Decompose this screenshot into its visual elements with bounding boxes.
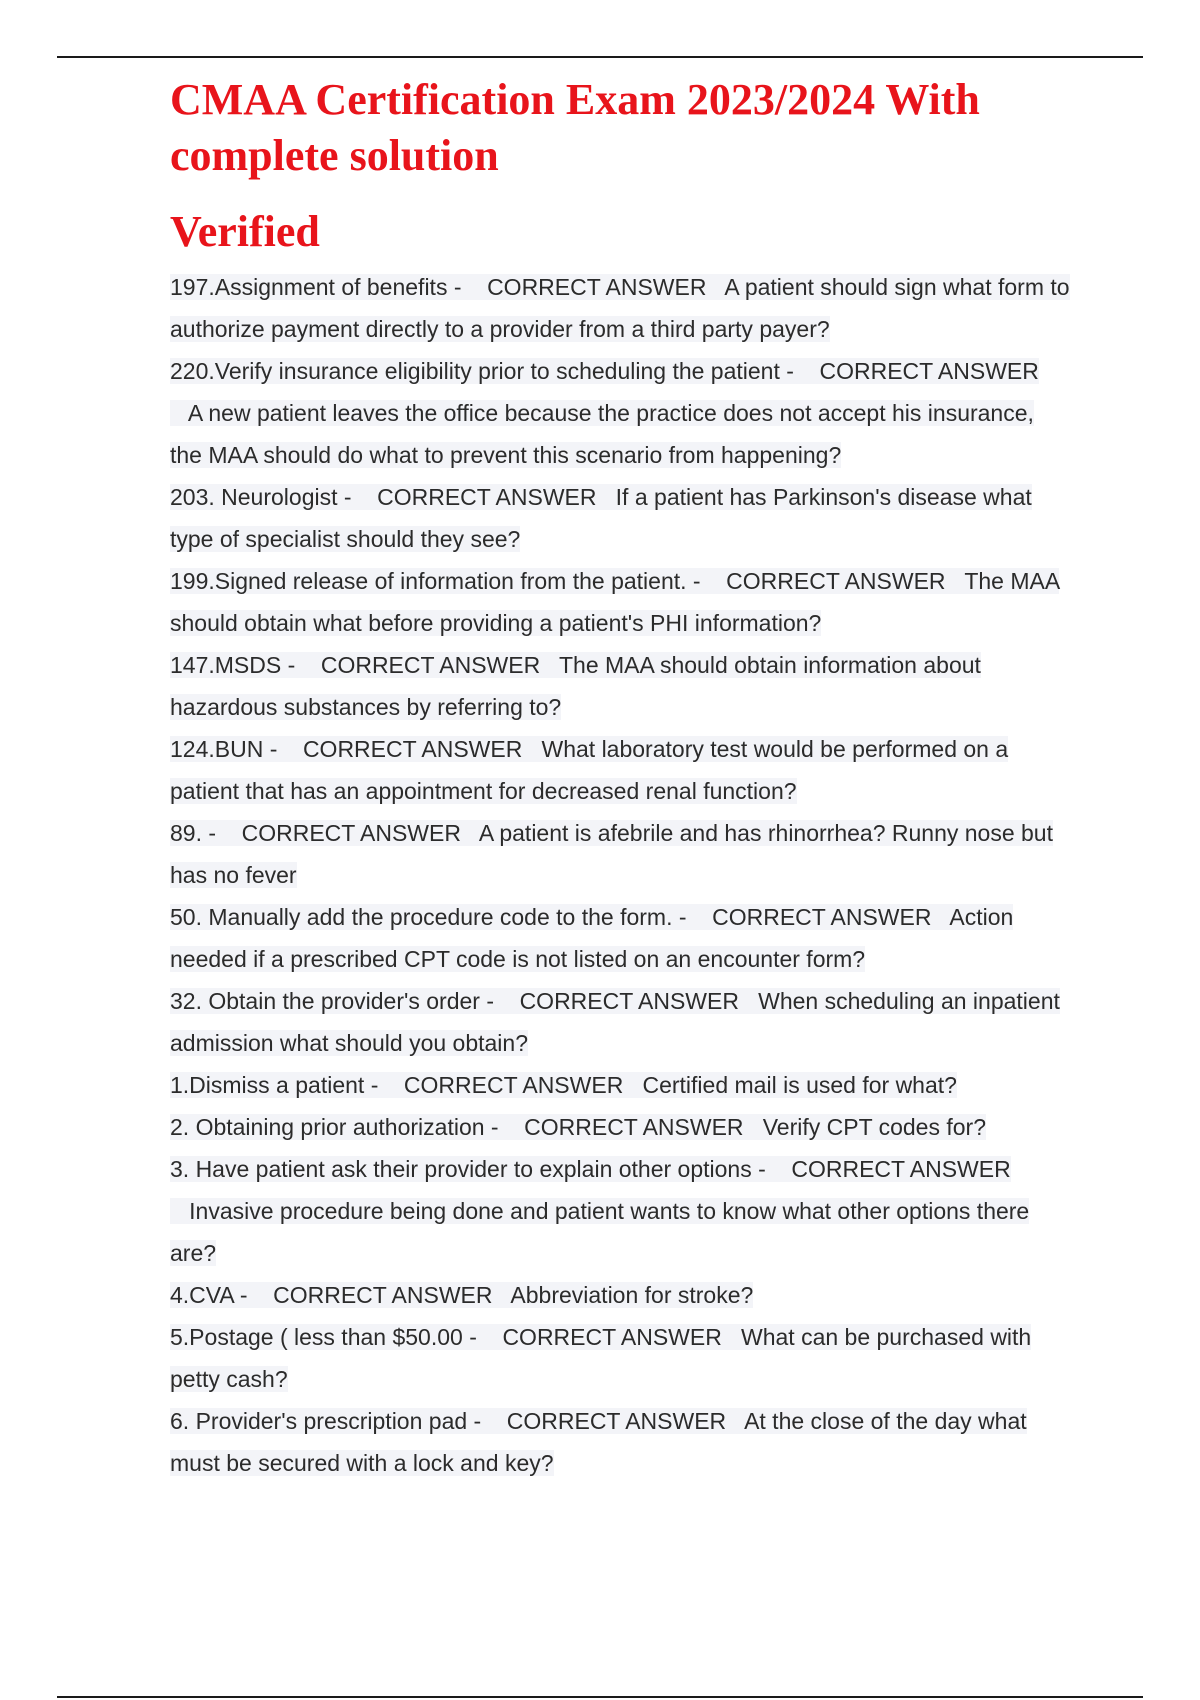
qa-question: The MAA should obtain information about hazardous substances by referring to? bbox=[170, 652, 981, 720]
qa-item bbox=[170, 1064, 1070, 1106]
qa-question: What can be purchased with petty cash? bbox=[170, 1324, 1032, 1392]
qa-item bbox=[170, 1106, 1070, 1148]
qa-answer: 50. Manually add the procedure code to the form. - bbox=[170, 904, 687, 930]
qa-answer: 124.BUN - bbox=[170, 736, 278, 762]
qa-label: CORRECT ANSWER bbox=[819, 358, 1039, 384]
qa-question: Certified mail is used for what? bbox=[642, 1072, 957, 1098]
qa-answer: 6. Provider's prescription pad - bbox=[170, 1408, 482, 1434]
qa-label: CORRECT ANSWER bbox=[403, 1072, 624, 1098]
qa-answer: 1.Dismiss a patient - bbox=[170, 1072, 379, 1098]
qa-list bbox=[170, 266, 1070, 1484]
qa-answer: 197.Assignment of benefits - bbox=[170, 274, 462, 300]
qa-question: When scheduling an inpatient admission what should you obtain? bbox=[170, 988, 1060, 1056]
qa-item bbox=[170, 644, 1070, 728]
qa-item bbox=[170, 728, 1070, 812]
qa-label: CORRECT ANSWER bbox=[506, 1408, 727, 1434]
qa-answer: 203. Neurologist - bbox=[170, 484, 352, 510]
qa-question: At the close of the day what must be secured with a lock and key? bbox=[170, 1408, 1027, 1476]
qa-answer: 4.CVA - bbox=[170, 1282, 248, 1308]
qa-label: CORRECT ANSWER bbox=[487, 274, 707, 300]
qa-question: Verify CPT codes for? bbox=[762, 1114, 986, 1140]
qa-label: CORRECT ANSWER bbox=[502, 1324, 722, 1350]
qa-item bbox=[170, 1400, 1070, 1484]
qa-question: A patient is afebrile and has rhinorrhea? Runny nose but has no fever bbox=[170, 820, 1053, 888]
qa-label: CORRECT ANSWER bbox=[320, 652, 541, 678]
qa-item bbox=[170, 560, 1070, 644]
qa-answer: 147.MSDS - bbox=[170, 652, 296, 678]
qa-label: CORRECT ANSWER bbox=[273, 1282, 493, 1308]
qa-label: CORRECT ANSWER bbox=[241, 820, 461, 846]
qa-answer: 3. Have patient ask their provider to explain other options - bbox=[170, 1156, 766, 1182]
qa-question: Action needed if a prescribed CPT code is not listed on an encounter form? bbox=[170, 904, 1014, 972]
document-subtitle: Verified bbox=[170, 207, 320, 256]
qa-label: CORRECT ANSWER bbox=[302, 736, 523, 762]
qa-answer: 220.Verify insurance eligibility prior to scheduling the patient - bbox=[170, 358, 794, 384]
qa-item bbox=[170, 980, 1070, 1064]
qa-item bbox=[170, 812, 1070, 896]
qa-answer: 32. Obtain the provider's order - bbox=[170, 988, 494, 1014]
qa-item bbox=[170, 1316, 1070, 1400]
qa-question: If a patient has Parkinson's disease what type of specialist should they see? bbox=[170, 484, 1032, 552]
qa-label: CORRECT ANSWER bbox=[377, 484, 597, 510]
qa-question: Invasive procedure being done and patient wants to know what other options there are? bbox=[170, 1198, 1030, 1266]
qa-question: Abbreviation for stroke? bbox=[510, 1282, 754, 1308]
qa-question: A new patient leaves the office because the practice does not accept his insurance, the MAA should do what to prevent this scenario from happening? bbox=[170, 400, 1034, 468]
qa-answer: 2. Obtaining prior authorization - bbox=[170, 1114, 499, 1140]
qa-answer: 5.Postage ( less than $50.00 - bbox=[170, 1324, 477, 1350]
qa-item bbox=[170, 1274, 1070, 1316]
bottom-rule bbox=[57, 1696, 1143, 1698]
qa-label: CORRECT ANSWER bbox=[712, 904, 932, 930]
qa-item bbox=[170, 476, 1070, 560]
qa-item bbox=[170, 896, 1070, 980]
qa-question: A patient should sign what form to authorize payment directly to a provider from a third party payer? bbox=[170, 274, 1070, 342]
qa-item bbox=[170, 1148, 1070, 1274]
qa-answer: 199.Signed release of information from the patient. - bbox=[170, 568, 701, 594]
qa-label: CORRECT ANSWER bbox=[524, 1114, 744, 1140]
qa-question: What laboratory test would be performed on a patient that has an appointment for decreased renal function? bbox=[170, 736, 1009, 804]
qa-answer: 89. - bbox=[170, 820, 217, 846]
qa-item bbox=[170, 266, 1070, 350]
qa-question: The MAA should obtain what before providing a patient's PHI information? bbox=[170, 568, 1059, 636]
qa-label: CORRECT ANSWER bbox=[726, 568, 946, 594]
qa-label: CORRECT ANSWER bbox=[519, 988, 739, 1014]
qa-item bbox=[170, 350, 1070, 476]
document-body bbox=[170, 72, 1070, 1484]
qa-label: CORRECT ANSWER bbox=[791, 1156, 1011, 1182]
top-rule bbox=[57, 56, 1143, 58]
document-title: CMAA Certification Exam 2023/2024 With complete solution bbox=[170, 75, 980, 180]
